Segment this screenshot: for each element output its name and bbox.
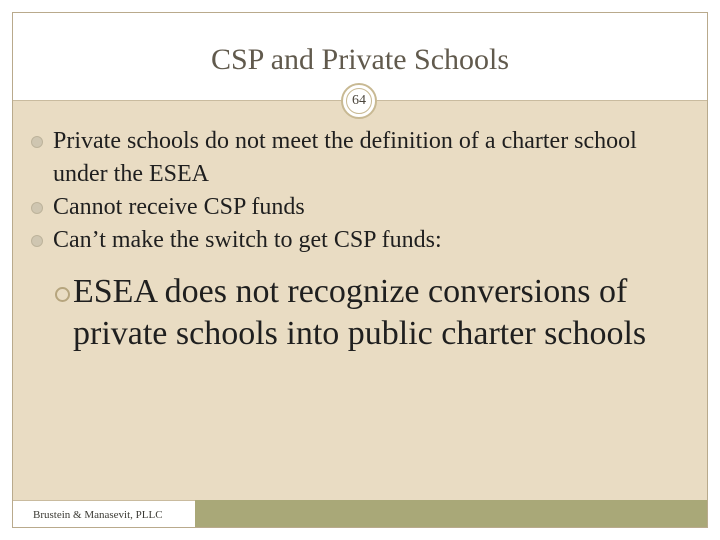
bullet-text: Can’t make the switch to get CSP funds: — [53, 227, 442, 253]
slide-title: CSP and Private Schools — [210, 43, 510, 76]
bullet-item — [13, 191, 707, 224]
slide — [12, 12, 708, 528]
footer-bar — [13, 500, 707, 527]
bullet-item — [13, 125, 707, 191]
slide-content — [13, 125, 707, 355]
bullet-dot-icon — [31, 235, 43, 247]
sub-bullet-item — [13, 271, 707, 355]
bullet-dot-icon — [31, 202, 43, 214]
bullet-dot-icon — [31, 136, 43, 148]
bullet-item — [13, 224, 707, 257]
bullet-text: Cannot receive CSP funds — [53, 194, 305, 220]
footer-text: Brustein & Manasevit, PLLC — [33, 509, 163, 521]
bullet-text: Private schools do not meet the definition of a charter school under the ESEA — [53, 128, 637, 187]
footer-label-area — [13, 500, 195, 527]
page-number-badge — [341, 83, 377, 119]
sub-bullet-text: ESEA does not recognize conversions of private schools into public charter schools — [73, 273, 647, 352]
bullet-ring-icon — [55, 287, 70, 302]
page-number: 64 — [352, 93, 366, 108]
